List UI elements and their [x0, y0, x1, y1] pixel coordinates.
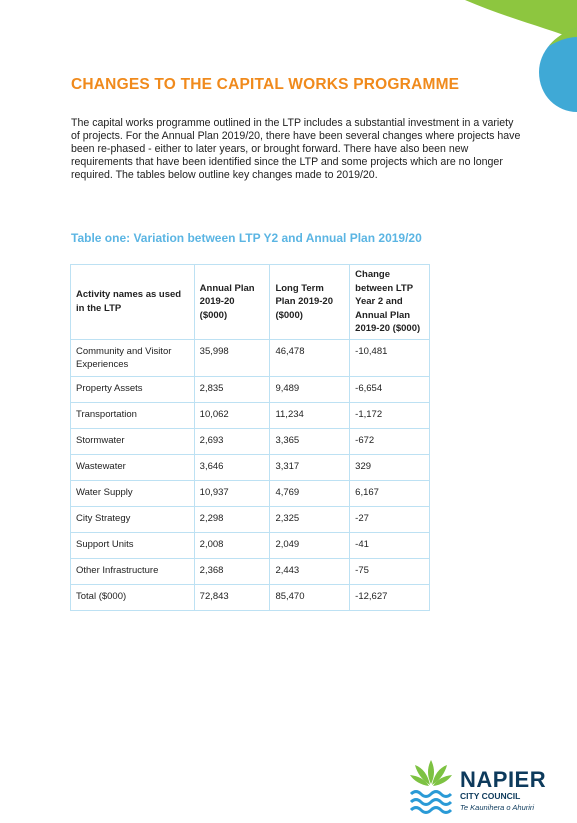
annual-plan-cell: 10,937	[194, 480, 270, 506]
annual-plan-cell: 2,835	[194, 376, 270, 402]
annual-plan-cell: 2,693	[194, 428, 270, 454]
change-cell: -12,627	[350, 584, 430, 610]
napier-logo-icon	[408, 758, 454, 818]
long-term-plan-cell: 9,489	[270, 376, 350, 402]
table-total-row	[71, 584, 430, 610]
table-title: Table one: Variation between LTP Y2 and Annual Plan 2019/20	[71, 231, 422, 245]
annual-plan-cell: 2,008	[194, 532, 270, 558]
logo-maori-name: Te Kaunihera o Ahuriri	[460, 803, 535, 812]
change-cell: -672	[350, 428, 430, 454]
annual-plan-cell: 3,646	[194, 454, 270, 480]
header-annual-plan: Annual Plan 2019-20 ($000)	[194, 265, 270, 340]
activity-cell: Other Infrastructure	[71, 558, 195, 584]
change-cell: -41	[350, 532, 430, 558]
annual-plan-cell: 10,062	[194, 402, 270, 428]
activity-cell: Transportation	[71, 402, 195, 428]
change-cell: -10,481	[350, 339, 430, 376]
change-cell: -6,654	[350, 376, 430, 402]
long-term-plan-cell: 2,325	[270, 506, 350, 532]
annual-plan-cell: 2,368	[194, 558, 270, 584]
change-cell: -75	[350, 558, 430, 584]
long-term-plan-cell: 2,049	[270, 532, 350, 558]
table-row	[71, 402, 430, 428]
table-row	[71, 558, 430, 584]
logo-subtitle: CITY COUNCIL	[460, 791, 521, 801]
long-term-plan-cell: 46,478	[270, 339, 350, 376]
activity-cell: Wastewater	[71, 454, 195, 480]
change-cell: 329	[350, 454, 430, 480]
activity-cell: Support Units	[71, 532, 195, 558]
activity-cell: City Strategy	[71, 506, 195, 532]
long-term-plan-cell: 85,470	[270, 584, 350, 610]
table-row	[71, 480, 430, 506]
intro-paragraph: The capital works programme outlined in the LTP includes a substantial investment in a variety of projects. For the Annual Plan 2019/20, there have been several changes where projects have been re-phased - either to later years, or brought forward. There have also been new requirements that have been identified since the LTP and some projects which are no longer required. The tables below outline key changes made to 2019/20.	[71, 117, 521, 181]
activity-cell: Property Assets	[71, 376, 195, 402]
table-header-row	[71, 265, 430, 340]
long-term-plan-cell: 11,234	[270, 402, 350, 428]
logo-name: NAPIER	[460, 767, 547, 792]
change-cell: -27	[350, 506, 430, 532]
activity-cell: Total ($000)	[71, 584, 195, 610]
change-cell: -1,172	[350, 402, 430, 428]
annual-plan-cell: 2,298	[194, 506, 270, 532]
table-row	[71, 428, 430, 454]
table-row	[71, 454, 430, 480]
activity-cell: Water Supply	[71, 480, 195, 506]
annual-plan-cell: 72,843	[194, 584, 270, 610]
long-term-plan-cell: 3,317	[270, 454, 350, 480]
long-term-plan-cell: 4,769	[270, 480, 350, 506]
header-long-term-plan: Long Term Plan 2019-20 ($000)	[270, 265, 350, 340]
header-activity: Activity names as used in the LTP	[71, 265, 195, 340]
page-title: CHANGES TO THE CAPITAL WORKS PROGRAMME	[71, 76, 460, 93]
activity-cell: Community and Visitor Experiences	[71, 339, 195, 376]
table-row	[71, 532, 430, 558]
long-term-plan-cell: 3,365	[270, 428, 350, 454]
change-cell: 6,167	[350, 480, 430, 506]
annual-plan-cell: 35,998	[194, 339, 270, 376]
table-row	[71, 506, 430, 532]
table-row	[71, 339, 430, 376]
corner-decoration	[417, 0, 577, 115]
long-term-plan-cell: 2,443	[270, 558, 350, 584]
table-row	[71, 376, 430, 402]
activity-cell: Stormwater	[71, 428, 195, 454]
header-change: Change between LTP Year 2 and Annual Plan 2019-20 ($000)	[350, 265, 430, 340]
variation-table	[70, 264, 430, 611]
